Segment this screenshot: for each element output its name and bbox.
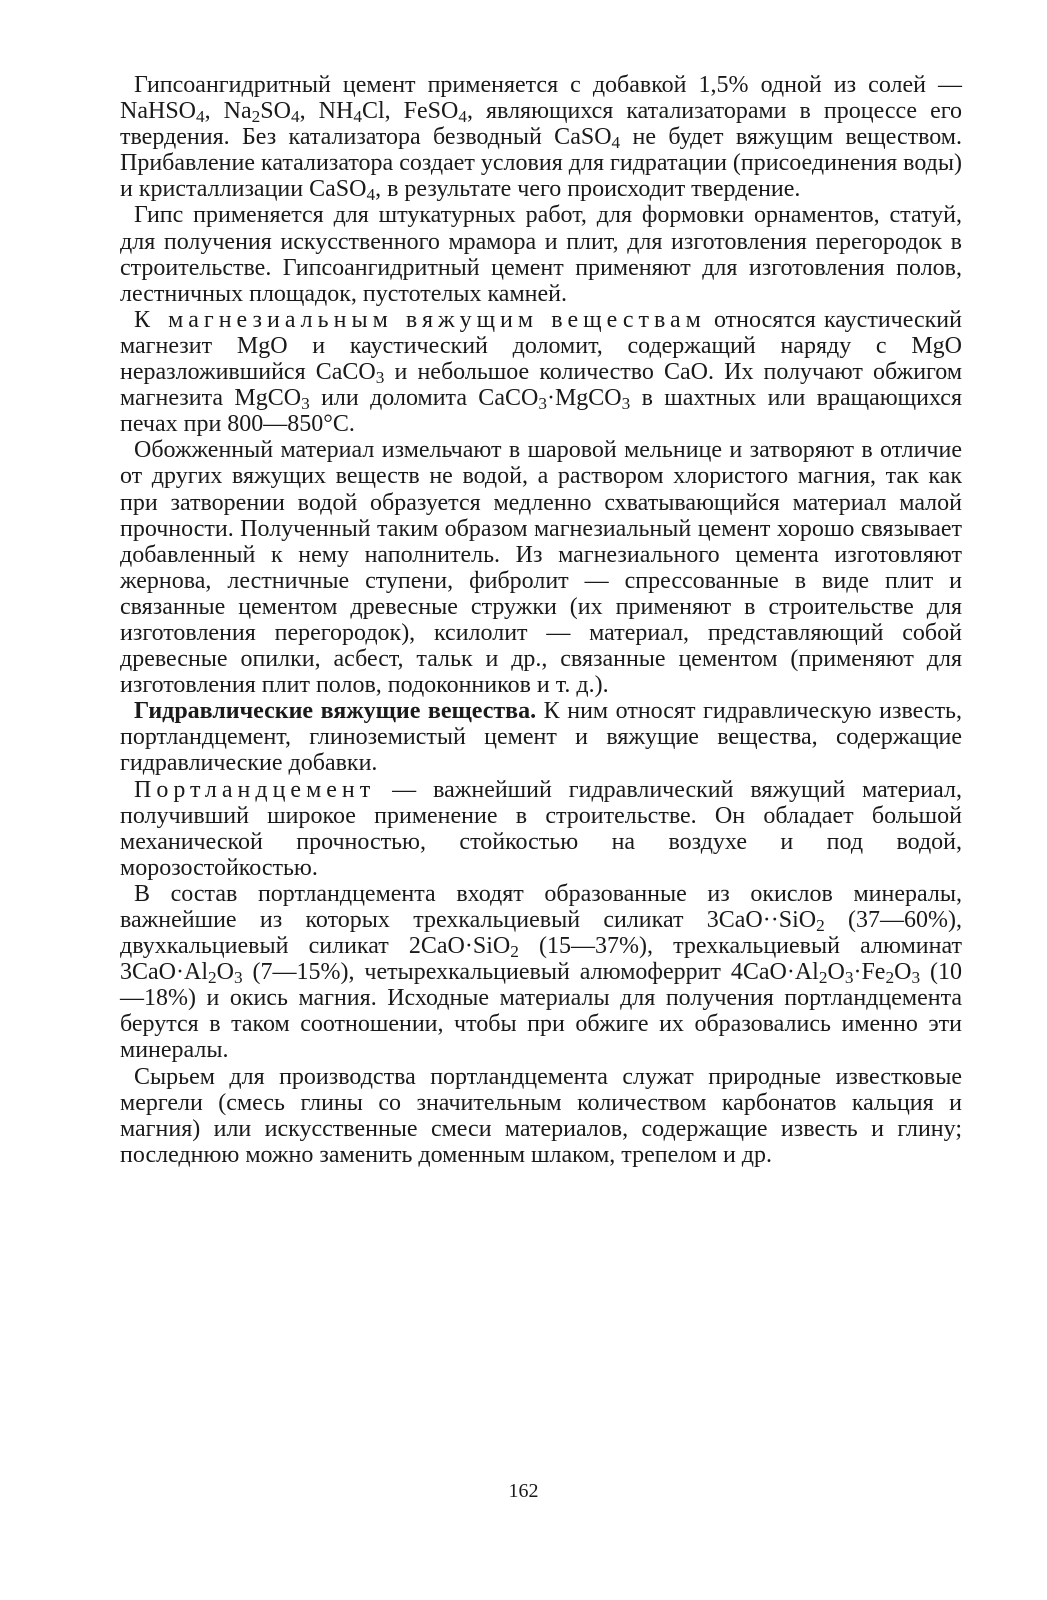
text-run: O (894, 959, 912, 986)
text-run: и небольшое количество CaO. Их получают обжигом магнезита MgCO (120, 359, 963, 412)
text-run: К ним относят гидравлическую известь, портландцемент, глиноземистый цемент и вяжущие вещества, содержащие гидравлические добавки. (120, 698, 963, 777)
subscript: 4 (611, 132, 621, 152)
subscript: 2 (207, 967, 217, 987)
text-run: , NH (299, 98, 354, 125)
subscript: 3 (844, 967, 854, 987)
text-run: (7—15%), четырехкальциевый алюмоферрит 4CaO·Al (242, 959, 819, 986)
subscript: 4 (366, 185, 376, 205)
text-run: Обожженный материал измельчают в шаровой мельнице и затворяют в отличие от других вяжущих веществ не водой, а раствором хлористого магния, так как при затворении водой образуется медленно схватывающийся материал малой прочности. Полученный таким образом магнезиальный цемент хорошо связывает добавленный к нему наполнитель. Из магнезиального цемента изготовляют жернова, лестничные ступени, фибролит — спрессованные в виде плит и связанные цементом древесные стружки (их применяют в строительстве для изготовления перегородок), ксилолит — материал, представляющий собой древесные опилки, асбест, тальк и др., связанные цементом (применяют для изготовления плит полов, подоконников и т. д.). (120, 437, 962, 699)
text-run: O (216, 959, 234, 986)
paragraph-magnesia-cement (120, 437, 962, 698)
subscript: 3 (301, 393, 310, 413)
subscript: 2 (251, 106, 261, 126)
subscript: 2 (885, 967, 895, 987)
paragraph-hydraulic-binders (120, 698, 962, 776)
subscript: 4 (458, 106, 467, 126)
page-number: 162 (508, 1480, 539, 1502)
text-run: (10—18%) и окись магния. Исходные материалы для получения портландцемента берутся в таком соотношении, чтобы при обжиге их образовались именно эти минералы. (120, 959, 962, 1064)
text-run: (37—60%), двухкальциевый силикат 2CaO·SiO (120, 907, 963, 960)
text-run: относятся каустический магнезит MgO и каустический доломит, содержащий наряду с MgO неразложившийся CaCO (120, 306, 962, 386)
text-run: , являющихся катализаторами в процессе его твердения. Без катализатора безводный CaSO (120, 98, 963, 151)
paragraph-portland-composition (120, 881, 962, 1064)
body-text (120, 72, 962, 1168)
spaced-term: Портландцемент (134, 776, 376, 803)
subscript: 4 (353, 106, 362, 126)
subscript: 3 (375, 367, 385, 387)
subscript: 2 (818, 967, 828, 987)
spaced-term: К магнезиальным вяжущим веществам (134, 306, 706, 333)
text-run: или доломита CaCO (309, 385, 539, 412)
paragraph-gypsum-uses (120, 202, 962, 306)
subscript: 3 (538, 393, 547, 413)
paragraph-raw-materials (120, 1064, 962, 1168)
text-run: В состав портландцемента входят образованные из окислов минералы, важнейшие из которых трехкальциевый силикат 3CaO··SiO (120, 880, 962, 933)
subscript: 2 (510, 941, 519, 961)
text-run: Гипсоангидритный цемент применяется с добавкой 1,5% одной из солей — NaHSO (120, 72, 962, 125)
text-run: , Na (204, 98, 252, 125)
text-run: Сырьем для производства портландцемента служат природные известковые мергели (смесь глины со значительным количеством карбонатов кальция и магния) или искусственные смеси материалов, содержащие известь и глину; последнюю можно заменить доменным шлаком, трепелом и др. (120, 1063, 962, 1168)
text-run: Гипс применяется для штукатурных работ, для формовки орнаментов, статуй, для получения искусственного мрамора и плит, для изготовления перегородок в строительстве. Гипсоангидритный цемент применяют для изготовления полов, лестничных площадок, пустотелых камней. (120, 202, 962, 307)
text-run: SO (260, 98, 291, 125)
paragraph-magnesia-binders (120, 307, 962, 437)
bold-heading: Гидравлические вяжущие вещества. (134, 698, 537, 725)
subscript: 4 (290, 106, 300, 126)
subscript: 2 (816, 915, 825, 935)
text-run: (15—37%), трехкальциевый алюминат 3CaO·Al (120, 933, 962, 986)
text-run: Cl, FeSO (361, 98, 459, 125)
text-run: O (827, 959, 845, 986)
text-run: не будет вяжущим веществом. Прибавление катализатора создает условия для гидратации (присоединения воды) и кристаллизации CaSO (120, 124, 962, 203)
text-run: ·MgCO (546, 385, 622, 412)
subscript: 3 (233, 967, 243, 987)
paragraph-gypsum-anhydrite-cement (120, 72, 963, 205)
text-run: ·Fe (853, 959, 886, 986)
text-run: в шахтных или вращающихся печах при 800—850°С. (120, 385, 962, 438)
paragraph-portland-cement (120, 777, 962, 881)
text-run: — важнейший гидравлический вяжущий материал, получивший широкое применение в строительстве. Он обладает большой механической прочностью, стойкостью на воздухе и под водой, морозостойкостью. (120, 776, 962, 881)
text-run: , в результате чего происходит твердение. (375, 176, 801, 203)
subscript: 3 (621, 393, 631, 413)
subscript: 4 (196, 106, 205, 126)
subscript: 3 (911, 967, 921, 987)
